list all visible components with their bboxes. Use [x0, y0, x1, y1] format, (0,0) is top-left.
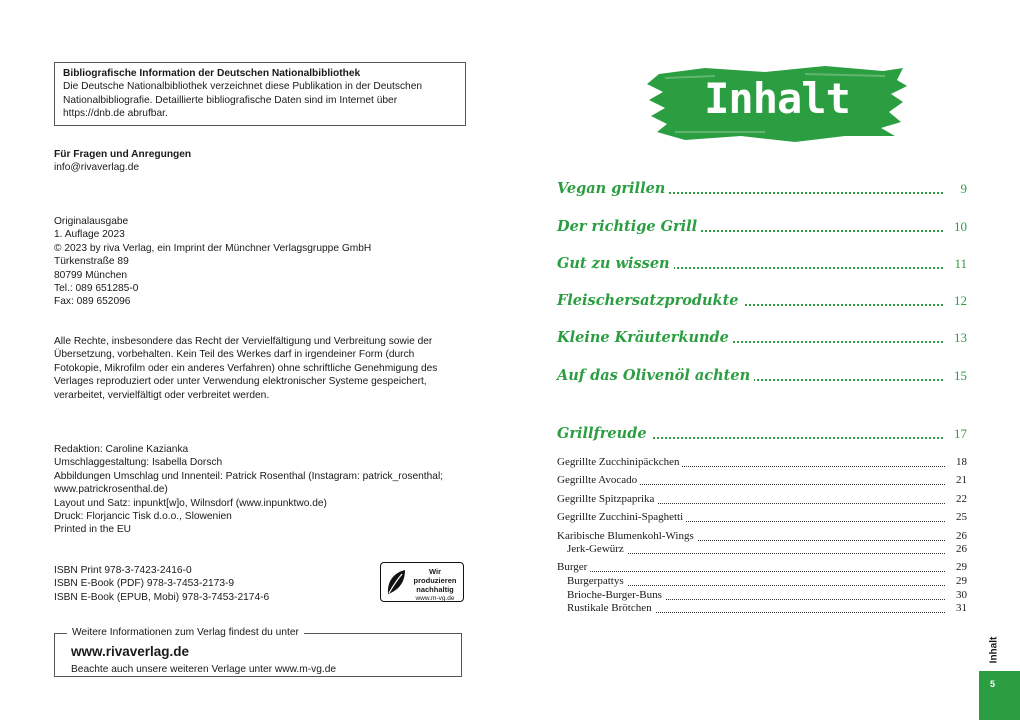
- credits-block: [54, 443, 443, 537]
- publisher-url[interactable]: www.rivaverlag.de: [71, 644, 190, 659]
- toc-recipe-label: Jerk-Gewürz: [567, 543, 627, 555]
- toc-recipe[interactable]: [557, 493, 967, 507]
- toc-entry-page: 13: [954, 330, 967, 345]
- toc-entry[interactable]: [557, 292, 967, 314]
- badge-line1: Wir produzieren: [413, 567, 457, 585]
- credits-line: Abbildungen Umschlag und Innenteil: Patrick Rosenthal (Instagram: patrick_rosenthal;: [54, 470, 444, 482]
- toc-recipe-page: 30: [956, 589, 967, 601]
- toc-recipe-sub[interactable]: [557, 543, 967, 557]
- toc-entry-page: 17: [954, 426, 967, 441]
- page-number-tab: [979, 671, 1020, 720]
- toc-entry-page: 11: [954, 256, 967, 271]
- toc-recipe-label: Brioche-Burger-Buns: [567, 589, 665, 601]
- page-title: Inhalt: [704, 74, 850, 123]
- toc-recipe[interactable]: [557, 474, 967, 488]
- toc-recipe-label: Karibische Blumenkohl-Wings: [557, 530, 697, 542]
- edition-line: © 2023 by riva Verlag, ein Imprint der Münchner Verlagsgruppe GmbH: [54, 242, 372, 254]
- toc-entry-label: Vegan grillen: [557, 180, 669, 197]
- toc-recipe-page: 22: [956, 493, 967, 505]
- credits-line: Druck: Florjancic Tisk d.o.o., Slowenien: [54, 511, 232, 523]
- running-header: [984, 636, 1004, 664]
- toc-recipe-sub[interactable]: [557, 575, 967, 589]
- edition-line: Türkenstraße 89: [54, 256, 129, 268]
- questions-block: [54, 148, 191, 175]
- toc-recipe-label: Gegrillte Spitzpaprika: [557, 493, 657, 505]
- toc-leader: [557, 571, 945, 572]
- rights-line: Fotokopie, Mikrofilm oder ein anderes Verfahren) ohne schriftliche Genehmigung des: [54, 362, 438, 374]
- edition-line: Tel.: 089 651285-0: [54, 283, 139, 295]
- toc-recipe[interactable]: [557, 561, 967, 575]
- toc-recipe-page: 18: [956, 456, 967, 468]
- sustainability-badge: [380, 562, 464, 602]
- edition-line: 1. Auflage 2023: [54, 229, 125, 241]
- toc-recipe-label: Burger: [557, 561, 590, 573]
- toc-recipe[interactable]: [557, 530, 967, 544]
- edition-line: Fax: 089 652096: [54, 296, 131, 308]
- isbn-line: ISBN E-Book (PDF) 978-3-7453-2173-9: [54, 578, 235, 590]
- toc-entry-page: 9: [960, 181, 967, 196]
- toc-recipe-page: 25: [956, 511, 967, 523]
- rights-block: [54, 335, 437, 402]
- toc-entry[interactable]: [557, 425, 967, 447]
- isbn-block: [54, 564, 269, 604]
- credits-line: Layout und Satz: inpunkt[w]o, Wilnsdorf (www.inpunktwo.de): [54, 497, 327, 509]
- toc-recipe-page: 31: [956, 602, 967, 614]
- toc-recipe-page: 26: [956, 530, 967, 542]
- biblio-line: Nationalbibliografie. Detaillierte bibliografische Daten sind im Internet über: [63, 94, 398, 106]
- page-number: 5: [990, 679, 996, 689]
- toc-recipe[interactable]: [557, 456, 967, 470]
- toc-entry-label: Auf das Olivenöl achten: [557, 367, 754, 384]
- badge-line2: nachhaltig: [416, 585, 454, 594]
- biblio-line: https://dnb.de abrufbar.: [63, 108, 168, 120]
- running-header-text: Inhalt: [988, 636, 1000, 664]
- credits-line: Umschlaggestaltung: Isabella Dorsch: [54, 457, 223, 469]
- toc-page: [510, 0, 1020, 720]
- biblio-box: [54, 62, 466, 126]
- isbn-line: ISBN E-Book (EPUB, Mobi) 978-3-7453-2174-6: [54, 591, 270, 603]
- rights-line: Verlages reproduziert oder unter Verwendung elektronischer Systeme gespeichert,: [54, 376, 427, 388]
- toc-recipe-sub[interactable]: [557, 589, 967, 603]
- toc-entry[interactable]: [557, 329, 967, 351]
- toc-recipe-label: Gegrillte Zucchini-Spaghetti: [557, 511, 686, 523]
- biblio-heading: Bibliografische Information der Deutschen Nationalbibliothek: [63, 68, 361, 79]
- questions-heading: Für Fragen und Anregungen: [54, 149, 192, 160]
- rights-line: Übersetzung, vorbehalten. Kein Teil des Werkes darf in irgendeiner Form (durch: [54, 349, 415, 361]
- biblio-line: Die Deutsche Nationalbibliothek verzeichnet diese Publikation in der Deutschen: [63, 81, 423, 93]
- toc-recipe-label: Burgerpattys: [567, 575, 627, 587]
- leaf-icon: [385, 568, 407, 596]
- toc-entry-label: Fleischersatzprodukte: [557, 292, 743, 309]
- toc-recipe-sub[interactable]: [557, 602, 967, 616]
- toc-entry[interactable]: [557, 218, 967, 240]
- more-info-sub: Beachte auch unsere weiteren Verlage unter www.m-vg.de: [71, 664, 337, 675]
- toc-recipe-label: Gegrillte Avocado: [557, 474, 640, 486]
- contact-email[interactable]: info@rivaverlag.de: [54, 162, 140, 174]
- rights-line: Alle Rechte, insbesondere das Recht der Vervielfältigung und Verbreitung sowie der: [54, 336, 433, 347]
- toc-entry-label: Der richtige Grill: [557, 218, 701, 235]
- rights-line: verarbeitet, vervielfältigt oder verbreitet werden.: [54, 389, 270, 401]
- toc-entry[interactable]: [557, 180, 967, 202]
- toc-recipe-page: 21: [956, 474, 967, 486]
- credits-line: Redaktion: Caroline Kazianka: [54, 444, 189, 455]
- edition-line: 80799 München: [54, 269, 128, 281]
- edition-line: Originalausgabe: [54, 216, 129, 227]
- toc-entry-label: Kleine Kräuterkunde: [557, 329, 733, 346]
- more-info-box: [54, 627, 462, 677]
- credits-line: www.patrickrosenthal.de): [54, 484, 168, 496]
- toc-recipe[interactable]: [557, 511, 967, 525]
- toc-entry[interactable]: [557, 255, 967, 277]
- more-info-caption: Weitere Informationen zum Verlag findest du unter: [67, 627, 304, 638]
- toc-entry-page: 10: [954, 219, 967, 234]
- toc-entry-label: Grillfreude: [557, 425, 651, 442]
- toc-recipe-label: Gegrillte Zucchinipäckchen: [557, 456, 682, 468]
- toc-entry[interactable]: [557, 367, 967, 389]
- toc-recipe-page: 26: [956, 543, 967, 555]
- toc-recipe-page: 29: [956, 561, 967, 573]
- isbn-line: ISBN Print 978-3-7423-2416-0: [54, 565, 192, 576]
- toc-entry-page: 15: [954, 368, 967, 383]
- toc-entry-page: 12: [954, 293, 967, 308]
- toc-recipe-label: Rustikale Brötchen: [567, 602, 655, 614]
- credits-line: Printed in the EU: [54, 524, 132, 536]
- toc-recipe-page: 29: [956, 575, 967, 587]
- badge-url: www.m-vg.de: [415, 595, 455, 602]
- toc-entry-label: Gut zu wissen: [557, 255, 674, 272]
- edition-block: [54, 215, 371, 309]
